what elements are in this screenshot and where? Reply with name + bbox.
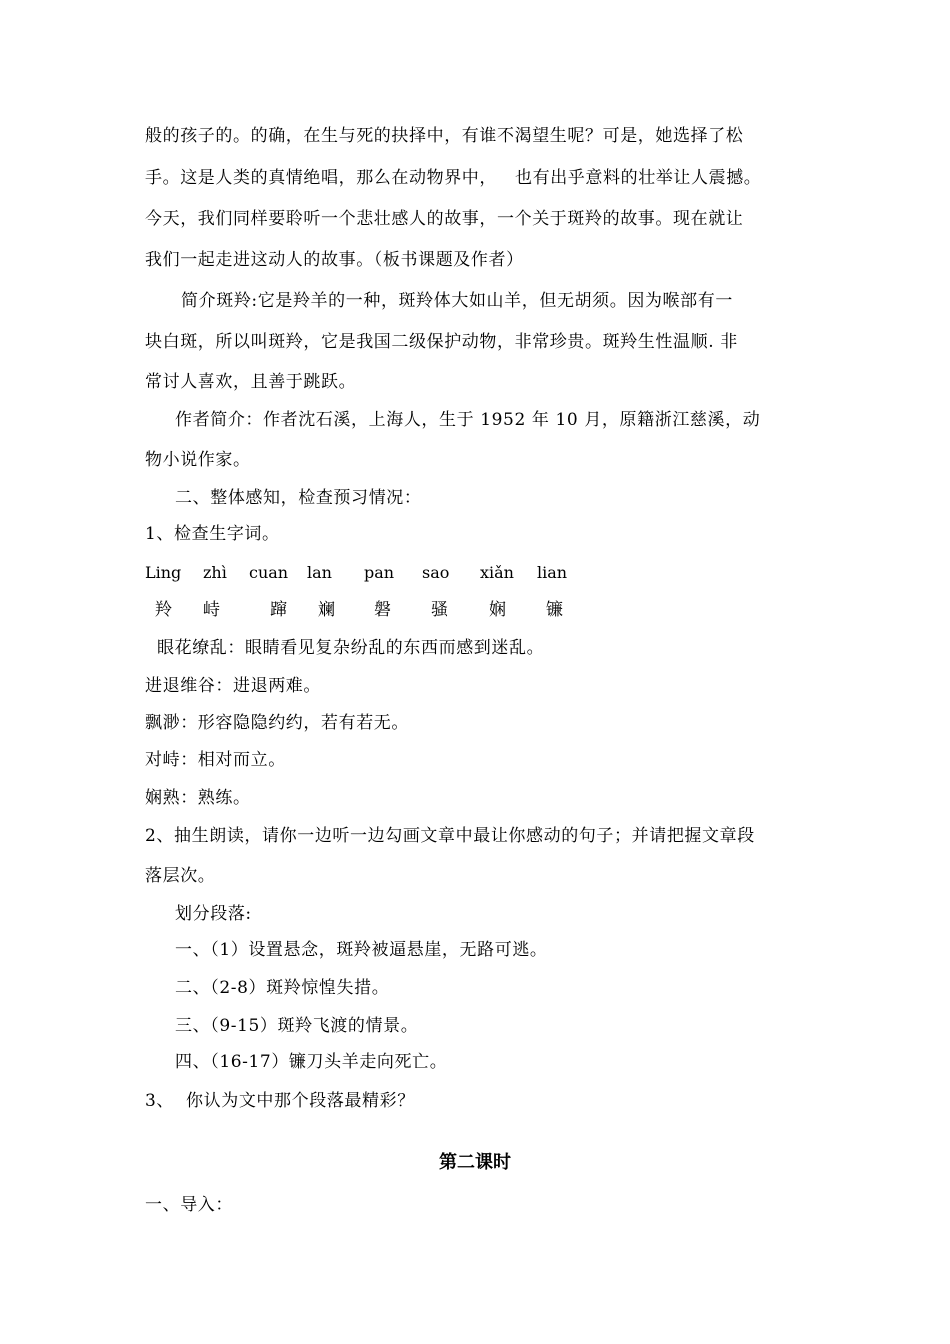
section-heading: 一、导入： [145, 1195, 233, 1215]
paragraph-line: 我们一起走进这动人的故事。（板书课题及作者） [145, 250, 524, 270]
section-heading: 二、整体感知，检查预习情况： [145, 488, 422, 508]
character-item: 骚 [431, 600, 448, 620]
character-item: 娴 [489, 600, 506, 620]
pinyin-item: Ling [145, 563, 182, 582]
character-item: 镰 [546, 600, 563, 620]
section-heading: 划分段落: [145, 904, 252, 924]
paragraph-line: 常讨人喜欢，且善于跳跃。 [145, 372, 357, 392]
paragraph-line: 落层次。 [145, 866, 216, 886]
vocab-definition: 眼花缭乱：眼睛看见复杂纷乱的东西而感到迷乱。 [145, 638, 545, 658]
list-item: 四、（16-17）镰刀头羊走向死亡。 [145, 1052, 448, 1072]
paragraph-line: 简介斑羚:它是羚羊的一种，斑羚体大如山羊，但无胡须。因为喉部有一 [145, 291, 733, 311]
pinyin-item: lan [307, 563, 332, 582]
lesson-heading: 第二课时 [439, 1152, 511, 1173]
list-item: 1、检查生字词。 [145, 524, 280, 544]
character-item: 斓 [318, 600, 335, 620]
pinyin-item: cuan [249, 563, 289, 582]
list-item: 2、抽生朗读，请你一边听一边勾画文章中最让你感动的句子；并请把握文章段 [145, 826, 755, 846]
vocab-definition: 娴熟：熟练。 [145, 788, 251, 808]
paragraph-line: 般的孩子的。的确，在生与死的抉择中，有谁不渴望生呢？可是，她选择了松 [145, 126, 744, 146]
paragraph-line: 块白斑，所以叫斑羚，它是我国二级保护动物，非常珍贵。斑羚生性温顺. 非 [145, 332, 738, 352]
pinyin-item: pan [364, 563, 395, 582]
paragraph-line: 作者简介：作者沈石溪，上海人，生于 1952 年 10 月，原籍浙江慈溪，动 [145, 410, 761, 430]
list-item: 3、 你认为文中那个段落最精彩？ [145, 1091, 415, 1111]
pinyin-item: sao [422, 563, 450, 582]
paragraph-line: 今天，我们同样要聆听一个悲壮感人的故事，一个关于斑羚的故事。现在就让 [145, 209, 744, 229]
vocab-definition: 飘渺：形容隐隐约约，若有若无。 [145, 713, 409, 733]
character-item: 蹿 [270, 600, 287, 620]
character-item: 磐 [374, 600, 391, 620]
vocab-definition: 进退维谷：进退两难。 [145, 676, 321, 696]
paragraph-line: 物小说作家。 [145, 450, 251, 470]
pinyin-item: lian [537, 563, 568, 582]
list-item: 三、（9-15）斑羚飞渡的情景。 [145, 1016, 419, 1036]
list-item: 一、（1）设置悬念，斑羚被逼悬崖，无路可逃。 [145, 940, 548, 960]
character-item: 羚 [155, 600, 172, 620]
pinyin-item: xiǎn [480, 563, 514, 582]
list-item: 二、（2-8）斑羚惊惶失措。 [145, 978, 390, 998]
paragraph-line: 手。这是人类的真情绝唱，那么在动物界中， 也有出乎意料的壮举让人震撼。 [145, 168, 762, 188]
pinyin-item: zhì [203, 563, 227, 582]
vocab-definition: 对峙：相对而立。 [145, 750, 286, 770]
character-item: 峙 [203, 600, 220, 620]
